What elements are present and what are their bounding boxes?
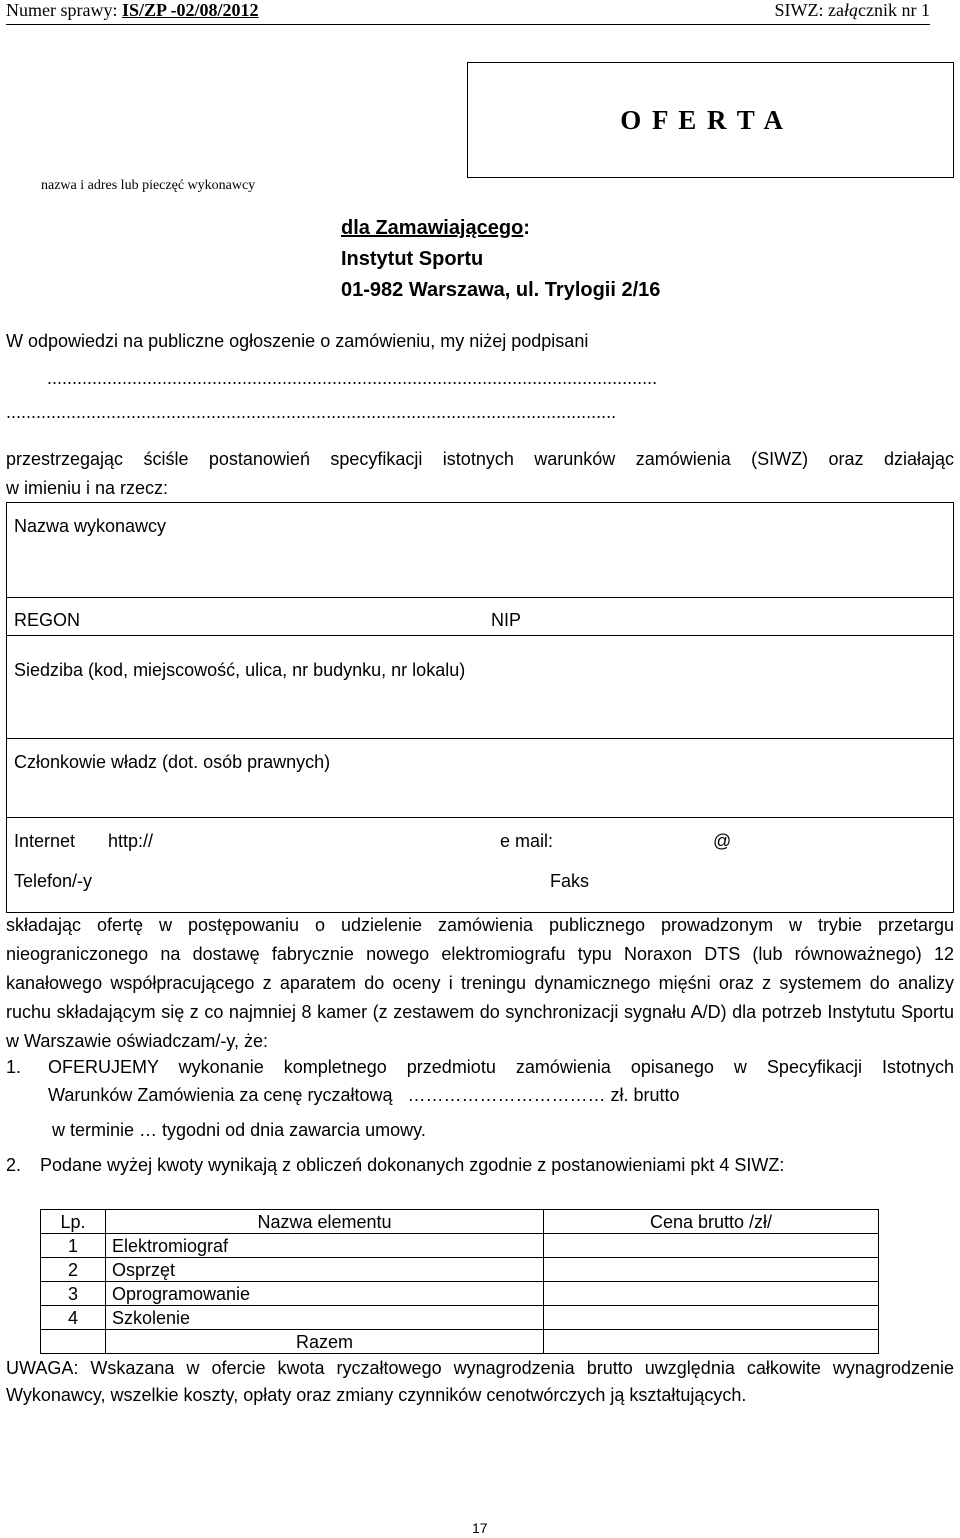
- total-label: Razem: [106, 1330, 544, 1354]
- page-header: [6, 0, 930, 24]
- attachment-label: [775, 0, 930, 21]
- page-number: 17: [472, 1520, 488, 1536]
- internet-label: Internet: [14, 831, 76, 851]
- table-row: [41, 1306, 879, 1330]
- stamp-label: nazwa i adres lub pieczęć wykonawcy: [41, 178, 256, 193]
- contractor-form: [6, 502, 954, 913]
- table-row: [41, 1234, 879, 1258]
- header-divider: [6, 24, 930, 25]
- row-price[interactable]: [544, 1306, 879, 1330]
- cost-table: [40, 1209, 879, 1354]
- nip-label: NIP: [491, 610, 522, 630]
- row-element: Szkolenie: [106, 1306, 544, 1330]
- note-text: UWAGA: Wskazana w ofercie kwota ryczałtowego wynagrodzenia brutto uwzględnia całkowite wynagrodzenie Wykonawcy, wszelkie koszty, opłaty oraz zmiany czynników cenotwórczych ją kształtujących.: [6, 1358, 954, 1405]
- regon-label: REGON: [14, 610, 81, 630]
- price-blank[interactable]: ……………………………: [407, 1085, 606, 1105]
- attachment-italic: łą: [844, 0, 859, 20]
- point-1-line-3: w terminie … tygodni od dnia zawarcia umowy.: [52, 1120, 426, 1140]
- regon-nip-row[interactable]: [7, 597, 953, 635]
- at-label: @: [713, 831, 732, 851]
- row-number: 4: [41, 1306, 106, 1330]
- point-1-number: 1.: [6, 1057, 22, 1077]
- case-number: IS/ZP -02/08/2012: [121, 0, 259, 20]
- recipient-heading: dla Zamawiającego: [341, 217, 524, 239]
- table-row: [41, 1282, 879, 1306]
- seat-label: Siedziba (kod, miejscowość, ulica, nr budynku, nr lokalu): [14, 660, 466, 680]
- header-price: Cena brutto /zł/: [544, 1210, 879, 1234]
- fax-label: Faks: [550, 871, 590, 891]
- oferta-box: [467, 62, 954, 178]
- total-spacer: [41, 1330, 106, 1354]
- header-element-name: Nazwa elementu: [106, 1210, 544, 1234]
- name-row[interactable]: [7, 503, 953, 597]
- recipient-heading-colon: :: [523, 217, 530, 239]
- recipient-heading-line: [341, 213, 660, 244]
- phone-label: Telefon/-y: [14, 871, 93, 891]
- point-2-line-1: Podane wyżej kwoty wynikają z obliczeń dokonanych zgodnie z postanowieniami pkt 4 SIWZ:: [40, 1155, 785, 1175]
- recipient-block: [341, 213, 660, 306]
- row-number: 3: [41, 1282, 106, 1306]
- signatory-dots-2: ..........................................................................................................................: [6, 402, 617, 422]
- point-1-line-2: [48, 1085, 680, 1106]
- case-number-prefix: Numer sprawy:: [6, 0, 122, 20]
- attachment-prefix: SIWZ: za: [774, 0, 844, 20]
- name-label: Nazwa wykonawcy: [14, 516, 167, 536]
- compliance-line-2: w imieniu i na rzecz:: [6, 478, 169, 498]
- board-row[interactable]: [7, 738, 953, 817]
- http-label: http://: [108, 831, 154, 851]
- row-number: 2: [41, 1258, 106, 1282]
- compliance-line-1: przestrzegając ściśle postanowień specyfikacji istotnych warunków zamówienia (SIWZ) oraz działając: [6, 449, 954, 469]
- signatory-dots-1: ..........................................................................................................................: [47, 368, 658, 388]
- row-price[interactable]: [544, 1258, 879, 1282]
- email-label: e mail:: [500, 831, 554, 851]
- price-suffix: zł. brutto: [610, 1085, 680, 1105]
- recipient-address: 01-982 Warszawa, ul. Trylogii 2/16: [341, 279, 661, 301]
- header-lp: Lp.: [41, 1210, 106, 1234]
- row-element: Oprogramowanie: [106, 1282, 544, 1306]
- cost-table-header: [41, 1210, 879, 1234]
- row-price[interactable]: [544, 1282, 879, 1306]
- row-element: Elektromiograf: [106, 1234, 544, 1258]
- total-price[interactable]: [544, 1330, 879, 1354]
- attachment-suffix: cznik nr 1: [858, 0, 930, 20]
- case-number-line: [6, 0, 259, 21]
- recipient-name: Instytut Sportu: [341, 248, 484, 270]
- oferta-title: O F E R T A: [620, 105, 785, 135]
- point-1-price-text: Warunków Zamówienia za cenę ryczałtową: [48, 1085, 393, 1105]
- total-row: [41, 1330, 879, 1354]
- row-number: 1: [41, 1234, 106, 1258]
- contact-row[interactable]: [7, 817, 953, 912]
- intro-text: W odpowiedzi na publiczne ogłoszenie o zamówieniu, my niżej podpisani: [6, 331, 589, 351]
- board-label: Członkowie władz (dot. osób prawnych): [14, 752, 331, 772]
- point-1-line-1: OFERUJEMY wykonanie kompletnego przedmiotu zamówienia opisanego w Specyfikacji Istotnych: [48, 1057, 954, 1077]
- row-price[interactable]: [544, 1234, 879, 1258]
- table-row: [41, 1258, 879, 1282]
- statement-text: składając ofertę w postępowaniu o udzielenie zamówienia publicznego prowadzonym w trybie przetargu nieograniczonego na dostawę fabrycznie nowego elektromiografu typu Noraxon DTS (lub równoważnego) 12 kanałowego współpracującego z aparatem do oceny i treningu dynamicznego mięśni oraz z systemem do analizy ruchu składającym się z co najmniej 8 kamer (z zestawem do synchronizacji sygnału A/D) dla potrzeb Instytutu Sportu w Warszawie oświadczam/-y, że:: [6, 915, 954, 1051]
- seat-row[interactable]: [7, 635, 953, 738]
- row-element: Osprzęt: [106, 1258, 544, 1282]
- point-2-number: 2.: [6, 1155, 22, 1175]
